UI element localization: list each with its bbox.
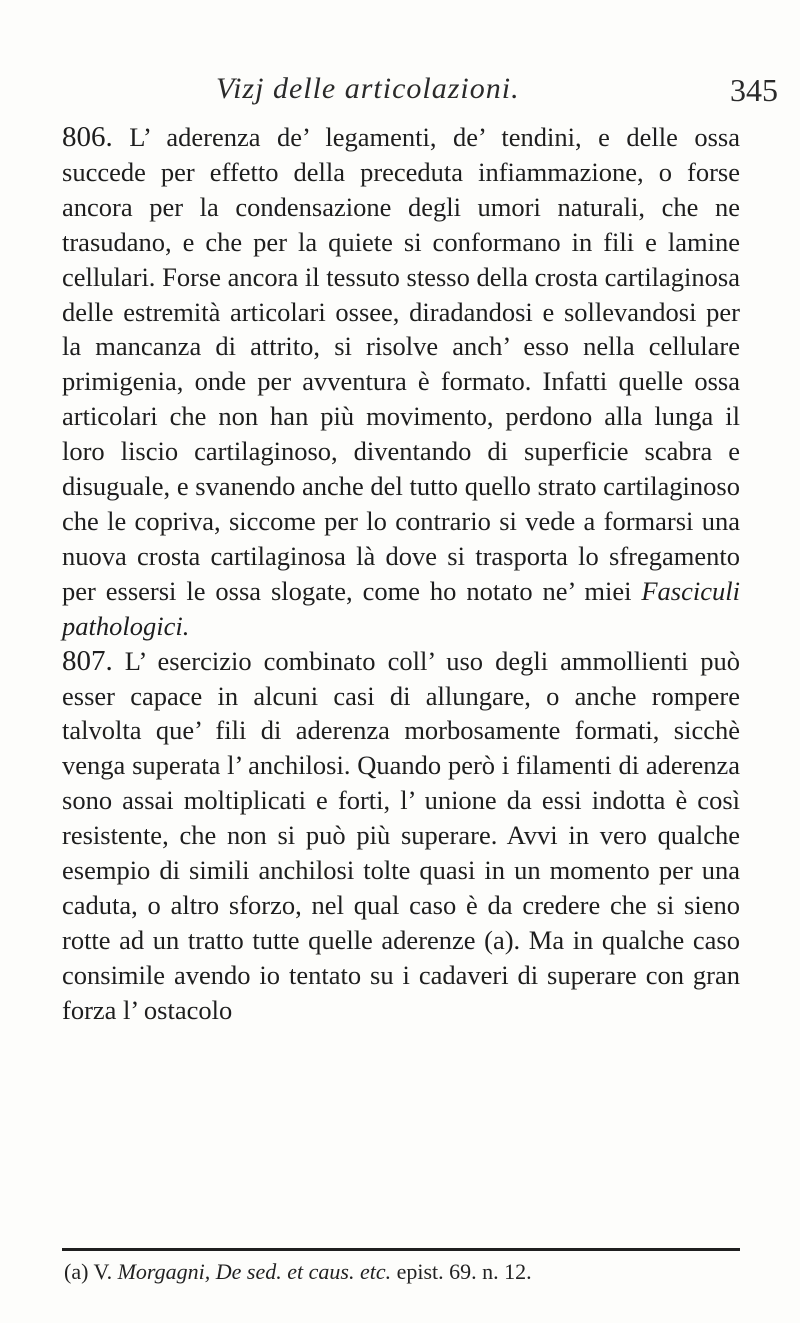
paragraph-text: L’ esercizio combinato coll’ uso degli ammollienti può esser capace in alcuni casi di allungare, o anche rompere talvolta que’ fili di aderenza morbosamente formati, sicchè venga superata l’ anchilosi. Quando però i filamenti di aderenza sono assai moltiplicati e forti, l’ unione da essi indotta è così resistente, che non si può più superare. Avvi in vero qualche esempio di simili anchilosi tolte quasi in un momento per una caduta, o altro sforzo, nel qual caso è da credere che si sieno rotte ad un tratto tutte quelle aderenze (a). Ma in qualche caso consimile avendo io tentato su i cadaveri di superare con gran forza l’ ostacolo [62, 645, 740, 1025]
paragraph-806 [62, 120, 740, 644]
running-head [40, 62, 780, 112]
footnote-reference: epist. 69. n. 12. [396, 1259, 532, 1284]
page-number: 345 [730, 72, 778, 108]
footnote-divider [62, 1248, 740, 1251]
paragraph-807 [62, 644, 740, 1028]
running-title: Vizj delle articolazioni. [216, 72, 520, 105]
book-title-italic: Fasciculi pathologici. [62, 575, 740, 641]
paragraph-number: 806. [62, 121, 113, 153]
paragraph-number: 807. [62, 644, 113, 677]
footnote [64, 1258, 740, 1286]
footnote-title: De sed. et caus. etc. [215, 1259, 392, 1284]
paragraph-text: L’ aderenza de’ legamenti, de’ tendini, e delle ossa succede per effetto della preceduta infiammazione, o forse ancora per la condensazione degli umori naturali, che ne trasudano, e che per la quiete si conformano in fili e lamine cellulari. Forse ancora il tessuto stesso della crosta cartilaginosa delle estremità articolari ossee, diradandosi e sollevandosi per la mancanza di attrito, si risolve anch’ esso nella cellulare primigenia, onde per avventura è formato. Infatti quelle ossa articolari che non han più movimento, perdono alla lunga il loro liscio cartilaginoso, diventando di superficie scabra e disuguale, e svanendo anche del tutto quello strato cartilaginoso che le copriva, siccome per lo contrario si vede a formarsi una nuova crosta cartilaginosa là dove si trasporta lo sfregamento per essersi le ossa slogate, come ho notato ne’ miei [62, 122, 740, 606]
footnote-author: Morgagni, [117, 1259, 211, 1284]
footnote-marker: (a) V. [64, 1259, 113, 1284]
body-text [62, 120, 740, 1028]
